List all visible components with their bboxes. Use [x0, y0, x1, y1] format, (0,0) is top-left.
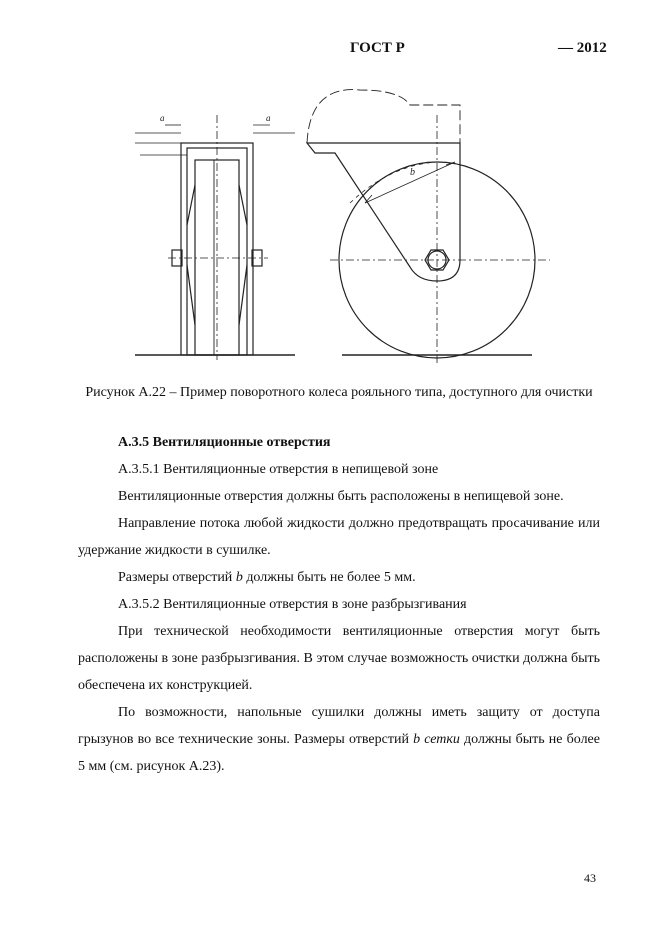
paragraph-2: Направление потока любой жидкости должно предотвращать просачивание или удержание жидкости в сушилке.: [78, 516, 600, 558]
header-standard-code: ГОСТ Р: [350, 40, 405, 56]
figure-caption: Рисунок А.22 – Пример поворотного колеса рояльного типа, доступного для очистки: [85, 385, 593, 400]
paragraph-4: При технической необходимости вентиляционные отверстия могут быть расположены в зоне разбрызгивания. В этом случае возможность очистки должна быть обеспечена их конструкцией.: [78, 624, 600, 693]
header-year: — 2012: [558, 40, 607, 56]
page-number: 43: [584, 871, 596, 885]
dim-a-right: a: [266, 113, 271, 123]
caster-wheel-drawing: [120, 85, 560, 370]
subsection-heading-2: А.3.5.2 Вентиляционные отверстия в зоне разбрызгивания: [118, 597, 467, 612]
section-heading: А.3.5 Вентиляционные отверстия: [118, 435, 331, 450]
subsection-heading-1: А.3.5.1 Вентиляционные отверстия в непищевой зоне: [118, 462, 439, 477]
variable-b: b: [235, 570, 243, 585]
dim-a-left: a: [160, 113, 165, 123]
section-body: [78, 429, 600, 780]
paragraph-1: Вентиляционные отверстия должны быть расположены в непищевой зоне.: [118, 489, 564, 504]
paragraph-5: По возможности, напольные сушилки должны иметь защиту от доступа грызунов во все технические зоны. Размеры отверстий b сетки должны быть не более 5 мм (см. рисунок А.23).: [78, 705, 600, 774]
dim-b: b: [410, 167, 415, 178]
variable-b-mesh: b сетки: [413, 732, 460, 747]
paragraph-3: Размеры отверстий b должны быть не более 5 мм.: [118, 570, 416, 585]
